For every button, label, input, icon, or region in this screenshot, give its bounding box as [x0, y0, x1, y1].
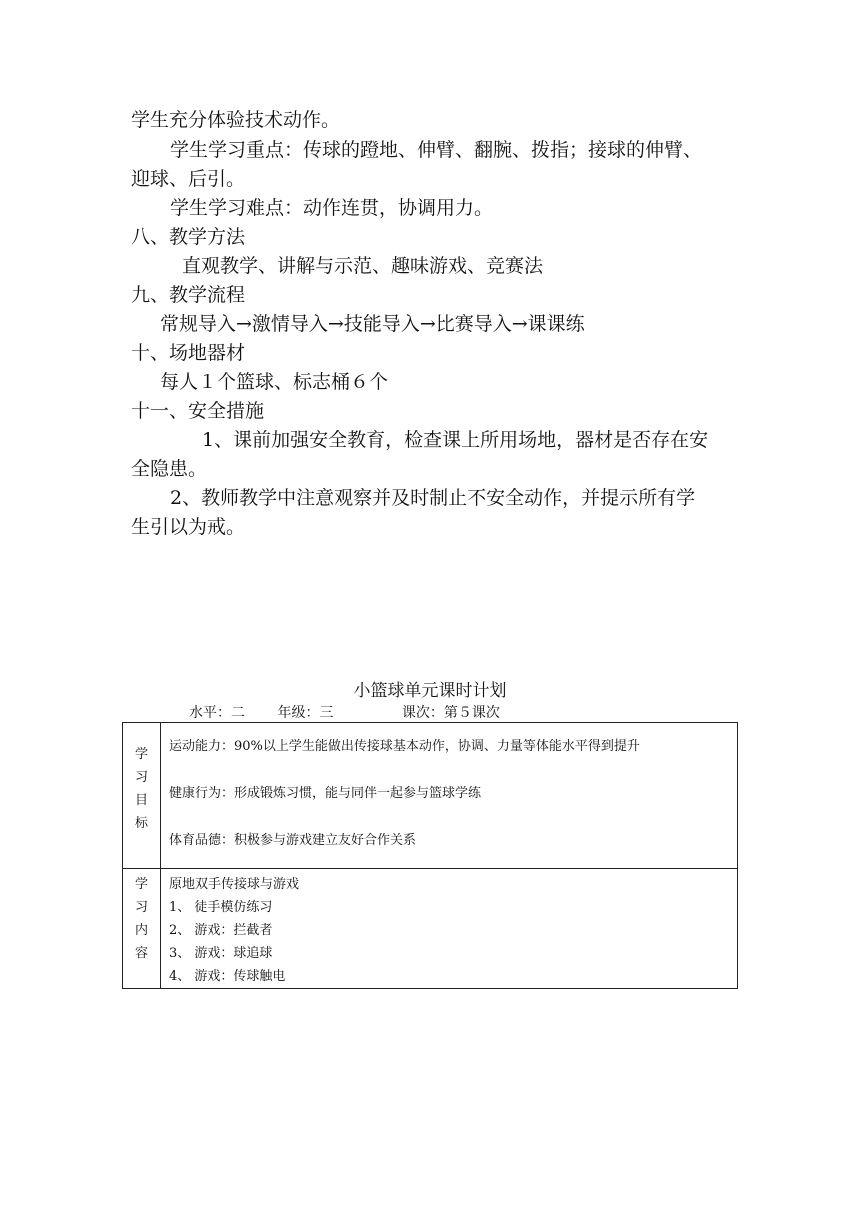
header-char: 内 — [134, 923, 148, 938]
content-row — [123, 869, 738, 989]
header-char: 学 — [134, 877, 148, 892]
header-char: 习 — [134, 770, 148, 785]
header-char: 容 — [134, 946, 148, 961]
meta-grade: 年级：三 — [277, 705, 334, 721]
text-line: 2、教师教学中注意观察并及时制止不安全动作，并提示所有学 — [170, 487, 696, 509]
text-line: 生引以为戒。 — [131, 516, 246, 538]
header-char: 标 — [134, 816, 148, 831]
text-line: 直观教学、讲解与示范、趣味游戏、竞赛法 — [182, 255, 544, 277]
section-heading: 十、场地器材 — [131, 342, 246, 364]
section-heading: 九、教学流程 — [131, 284, 246, 306]
text-line: 每人１个篮球、标志桶６个 — [160, 371, 389, 393]
text-line: 迎球、后引。 — [131, 168, 246, 190]
header-char: 习 — [134, 900, 148, 915]
content-cell — [161, 869, 738, 989]
objective-line: 健康行为：形成锻炼习惯，能与同伴一起参与篮球学练 — [169, 786, 482, 801]
content-header — [123, 869, 161, 989]
objectives-header — [123, 723, 161, 869]
plan-table — [122, 722, 738, 989]
objectives-cell — [161, 723, 738, 869]
header-char: 学 — [134, 747, 148, 762]
meta-level: 水平：二 — [189, 705, 245, 721]
content-line: 2、 游戏：拦截者 — [169, 923, 273, 938]
meta-lesson: 课次：第５课次 — [401, 705, 500, 721]
text-line: 学生充分体验技术动作。 — [131, 109, 341, 131]
objective-line: 体育品德：积极参与游戏建立友好合作关系 — [169, 833, 417, 848]
content-line: 原地双手传接球与游戏 — [169, 877, 300, 892]
objective-line: 运动能力：90%以上学生能做出传接球基本动作，协调、力量等体能水平得到提升 — [169, 739, 640, 754]
header-char: 目 — [134, 793, 148, 808]
text-line: 常规导入→激情导入→技能导入→比赛导入→课课练 — [160, 313, 585, 335]
plan-meta — [189, 702, 500, 722]
objectives-row — [123, 723, 738, 869]
content-line: 4、 游戏：传球触电 — [169, 969, 286, 984]
text-line: 学生学习难点：动作连贯，协调用力。 — [170, 197, 494, 219]
plan-title: 小篮球单元课时计划 — [353, 681, 507, 701]
section-heading: 十一、安全措施 — [131, 400, 265, 422]
section-heading: 八、教学方法 — [131, 226, 246, 248]
content-line: 3、 游戏：球追球 — [169, 946, 273, 961]
text-line: 全隐患。 — [131, 458, 208, 480]
text-line: 1、课前加强安全教育，检查课上所用场地，器材是否存在安 — [202, 429, 709, 451]
content-line: 1、 徒手模仿练习 — [169, 900, 273, 915]
text-line: 学生学习重点：传球的蹬地、伸臂、翻腕、拨指；接球的伸臂、 — [170, 139, 703, 161]
